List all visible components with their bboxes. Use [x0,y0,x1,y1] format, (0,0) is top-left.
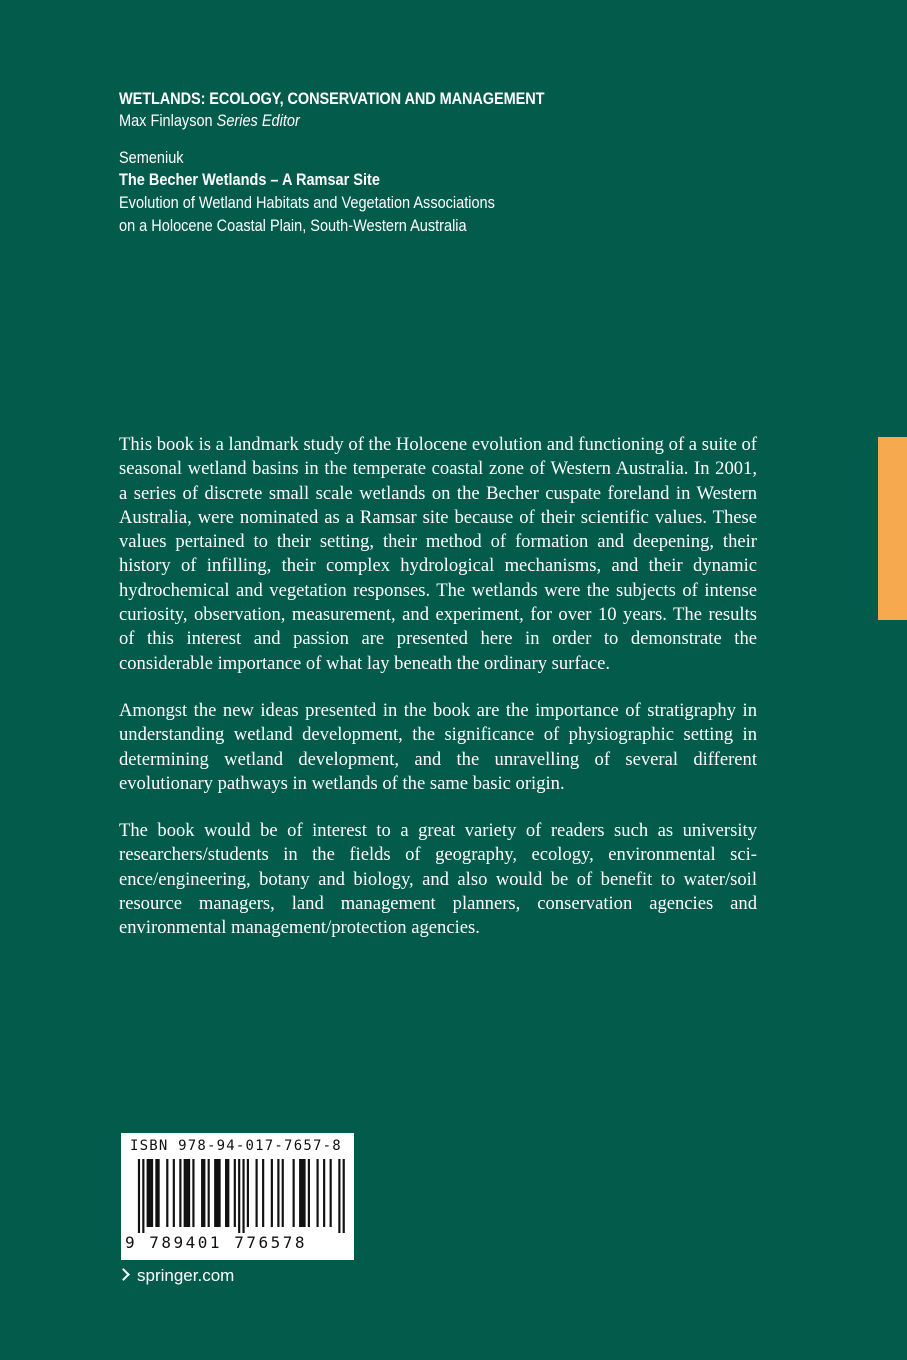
barcode-bar [155,1159,159,1227]
book-title: The Becher Wetlands – A Ramsar Site [119,171,380,189]
barcode-bar [330,1159,332,1227]
blurb-paragraph-1: This book is a landmark study of the Holocene evolution and functioning of a suite of seasonal wetland basins in the temperate coastal zone of Western Australia. In 2001, a series of discrete small scale wetlands on the Becher cuspate foreland in Western Australia, were nominated as a Ramsar site because of their scientific values. These values pertained to their setting, their method of formation and deepening, their history of infilling, their complex hydrological mechanisms, and their dynamic hydrochemical and vegetation responses. The wetlands were the subjects of intense curiosity, observation, measurement, and experiment, for over 10 years. The results of this interest and passion are presented here in order to demonstrate the considerable importance of what lay beneath the ordinary surface. [119,434,757,674]
barcode-bar [184,1159,191,1227]
barcode-bar [166,1159,168,1227]
barcode-bar [208,1159,210,1227]
barcode-bar [323,1159,325,1227]
barcode-bar [338,1159,340,1233]
series-title: WETLANDS: ECOLOGY, CONSERVATION AND MANAGEMENT [119,90,545,108]
edge-color-tab [878,437,907,620]
barcode-bar [201,1159,205,1227]
barcode-bar [299,1159,306,1227]
barcode-bar [225,1159,229,1227]
isbn-label: ISBN 978-94-017-7657-8 [130,1138,342,1154]
barcode-bar [317,1159,319,1227]
barcode-bar [256,1159,258,1227]
publisher-link[interactable] [119,1264,234,1288]
barcode-bar [142,1159,144,1233]
book-subtitle-line-2: on a Holocene Coastal Plain, South-Western Australia [119,217,467,235]
barcode-bar [282,1159,284,1227]
blurb-paragraph-2: Amongst the new ideas presented in the book are the importance of stratigraphy in understanding wetland development, the significance of physiographic setting in determining wetland development, and the unravelling of several different evolutionary pathways in wetlands of the same basic origin. [119,699,757,794]
barcode-bar [192,1159,194,1227]
book-author: Semeniuk [119,149,184,167]
blurb [119,433,757,964]
barcode-bar [147,1159,154,1227]
barcode-bar [308,1159,310,1227]
barcode-bar [277,1159,279,1227]
barcode-bar [262,1159,264,1227]
editor-name: Max Finlayson [119,112,213,130]
blurb-paragraph-3: The book would be of interest to a great variety of readers such as university researchers/students in the fields of geography, ecology, environmental science/engineering, botany and biology, and also would be of benefit to water/​soil resource managers, land management planners, conservation agencies and environmental management/protection agencies. [119,820,757,939]
series-editor [119,110,541,132]
barcode-bar [242,1159,244,1233]
series-header [119,88,599,238]
barcode-bar [214,1159,221,1227]
book-subtitle-line-1: Evolution of Wetland Habitats and Vegetation Associations [119,194,495,212]
barcode-bar [271,1159,273,1227]
barcode-bar [138,1159,140,1233]
isbn-barcode [121,1133,354,1260]
barcode-bar [173,1159,175,1227]
barcode-bars [127,1159,347,1233]
barcode-digits: 9 789401 776578 [125,1233,307,1252]
barcode-bar [234,1159,236,1227]
editor-role: Series Editor [216,112,300,130]
barcode-bar [293,1159,295,1227]
barcode-bar [179,1159,181,1227]
barcode-bar [247,1159,249,1227]
chevron-right-icon [117,1268,130,1281]
barcode-bar [238,1159,240,1233]
barcode-bar [343,1159,345,1233]
publisher-url: springer.com [137,1266,235,1285]
